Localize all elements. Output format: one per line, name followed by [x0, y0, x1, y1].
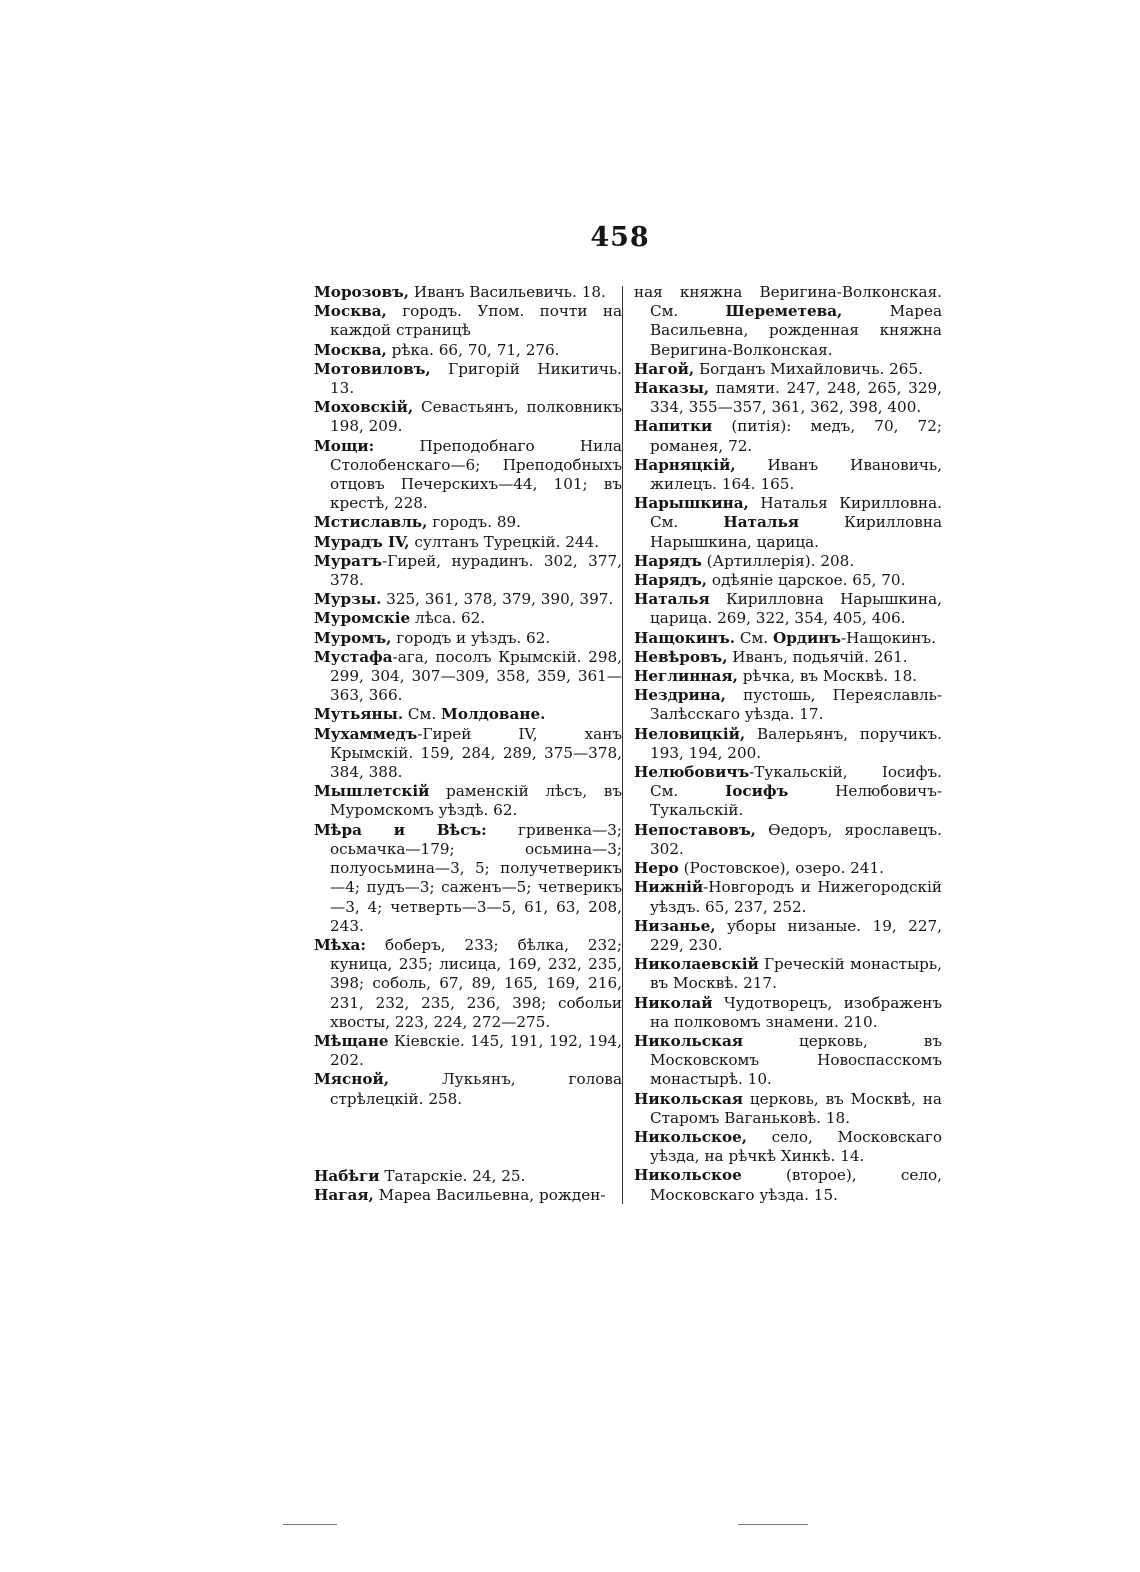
entry-headword: Мстиславль,: [314, 513, 428, 532]
index-entry: [634, 763, 942, 821]
entry-headword: Мурзы.: [314, 590, 382, 609]
entry-headword: Нарядъ: [634, 551, 702, 570]
index-column-left: [314, 283, 622, 1205]
entry-crossref: Шереметева,: [725, 302, 843, 321]
index-entry: [314, 552, 622, 590]
entry-headword: Мурадъ IV,: [314, 532, 410, 551]
index-entry: [314, 283, 622, 302]
entry-text: (Ростовское), озеро. 241.: [678, 859, 884, 878]
index-entry: [634, 456, 942, 494]
entry-headword: Мѣха:: [314, 935, 366, 954]
entry-text: 325, 361, 378, 379, 390, 397.: [381, 590, 614, 609]
entry-text: Наталья Кирилловна. См.: [650, 494, 942, 532]
entry-headword: Мѣщане: [314, 1031, 389, 1050]
index-entry: [634, 821, 942, 859]
column-divider: [622, 286, 623, 1204]
index-entry: [314, 341, 622, 360]
entry-text: Нелюбовичъ-Тукальскій.: [650, 782, 942, 820]
index-entry: [634, 648, 942, 667]
index-entry: [314, 1032, 622, 1070]
entry-text: раменскій лѣсъ, въ Муромскомъ уѣздѣ. 62.: [330, 782, 622, 820]
index-entry: [634, 417, 942, 455]
entry-headword: Москва,: [314, 302, 387, 321]
index-entry: [314, 725, 622, 783]
entry-headword: Напитки: [634, 417, 713, 436]
entry-headword: Непоставовъ,: [634, 820, 756, 839]
entry-text: одѣяніе царское. 65, 70.: [707, 571, 906, 590]
entry-text: Валерьянъ, поручикъ. 193, 194, 200.: [650, 724, 942, 762]
entry-text: (Артиллерія). 208.: [701, 551, 855, 570]
index-entry: [314, 1167, 622, 1186]
footer-rule: [283, 1524, 337, 1525]
entry-headword: Никольское,: [634, 1127, 748, 1146]
index-entry: [314, 609, 622, 628]
entry-headword: Мухаммедъ: [314, 724, 418, 743]
index-entry: [634, 590, 942, 628]
entry-headword: Мустафа: [314, 647, 393, 666]
index-entry: [314, 360, 622, 398]
index-entry: [314, 936, 622, 1032]
entry-text: церковь, въ Москвѣ, на Старомъ Ваганьковѣ. 18.: [650, 1089, 942, 1127]
index-entry: [314, 398, 622, 436]
entry-text: Мареа Васильевна, рожден-: [373, 1185, 606, 1204]
index-entry: [314, 1186, 622, 1205]
entry-headword: Москва,: [314, 340, 387, 359]
entry-text: См.: [403, 705, 442, 724]
entry-text: султанъ Турецкій. 244.: [409, 532, 600, 551]
entry-text: -Гирей, нурадинъ. 302, 377, 378.: [330, 551, 622, 590]
index-entry: [634, 552, 942, 571]
entry-headword: Мощи:: [314, 436, 375, 455]
entry-text: гривенка—3; осьмачка—179; осьмина—3; полуосьмина—3, 5; получетверикъ—4; пудъ—3; саженъ—5; четверикъ—3, 4; четверть—3—5, 61, 63, 208, 243.: [330, 820, 622, 935]
index-entry: [314, 533, 622, 552]
entry-headword: Никольская: [634, 1031, 744, 1050]
entry-text: -Нащокинъ.: [840, 628, 936, 647]
index-entry: [314, 590, 622, 609]
entry-text: лѣса. 62.: [410, 609, 486, 628]
index-entry: [314, 821, 622, 936]
entry-text: рѣчка, въ Москвѣ. 18.: [737, 667, 918, 686]
index-entry: [314, 648, 622, 706]
entry-text: церковь, въ Московскомъ Новоспасскомъ монастырѣ. 10.: [650, 1031, 942, 1089]
page-number: 458: [590, 222, 650, 253]
entry-headword: Наказы,: [634, 379, 710, 398]
entry-text: рѣка. 66, 70, 71, 276.: [386, 340, 560, 359]
entry-headword: Нижній: [634, 878, 704, 897]
index-entry: [634, 1090, 942, 1128]
index-entry: [634, 360, 942, 379]
entry-headword: Набѣги: [314, 1166, 380, 1185]
entry-headword: Муратъ: [314, 551, 383, 570]
entry-text: -Тукальскій, Іосифъ. См.: [650, 763, 942, 801]
entry-headword: Моховскій,: [314, 398, 414, 417]
entry-text: Кирилловна Нарышкина, царица.: [650, 513, 942, 551]
index-entry: [634, 686, 942, 724]
index-entry: [634, 667, 942, 686]
entry-text: памяти. 247, 248, 265, 329, 334, 355—357, 361, 362, 398, 400.: [650, 379, 942, 417]
entry-text: городъ. Упом. почти на каждой страницѣ: [330, 302, 622, 340]
entry-text: Преподобнаго Нила Столобенскаго—6; Преподобныхъ отцовъ Печерскихъ—44, 101; въ крестѣ, 228.: [330, 436, 622, 513]
index-entry: [634, 917, 942, 955]
entry-headword: Нарняцкій,: [634, 455, 736, 474]
entry-headword: Нащокинъ.: [634, 628, 736, 647]
footer-rule: [738, 1524, 808, 1525]
index-column-right: [634, 283, 942, 1205]
index-entry: [634, 994, 942, 1032]
entry-text: Чудотворецъ, изображенъ на полковомъ знамени. 210.: [650, 993, 942, 1031]
entry-text: -ага, посолъ Крымскій. 298, 299, 304, 307—309, 358, 359, 361—363, 366.: [330, 647, 622, 705]
entry-text: Иванъ, подьячій. 261.: [727, 647, 908, 666]
entry-headword: Невѣровъ,: [634, 647, 728, 666]
entry-text: Григорій Никитичь. 13.: [330, 359, 622, 398]
entry-headword: Николай: [634, 993, 713, 1012]
entry-crossref: Ординъ: [772, 628, 841, 647]
entry-text: Севастьянъ, полковникъ 198, 209.: [330, 398, 622, 436]
index-entry: [634, 1166, 942, 1204]
entry-text: Иванъ Ивановичь, жилецъ. 164. 165.: [650, 455, 942, 494]
entry-text: (второе), село, Московскаго уѣзда. 15.: [650, 1166, 942, 1204]
index-entry: [634, 571, 942, 590]
entry-text: Татарскіе. 24, 25.: [379, 1166, 526, 1185]
entry-text: Кіевскіе. 145, 191, 192, 194, 202.: [330, 1031, 622, 1070]
index-entry: [314, 1070, 622, 1108]
index-entry: [634, 859, 942, 878]
entry-headword: Мѣра и Вѣсъ:: [314, 820, 487, 839]
index-entry: [314, 705, 622, 724]
index-entry: [634, 379, 942, 417]
index-entry: [634, 725, 942, 763]
entry-text: Лукьянъ, голова стрѣлецкій. 258.: [330, 1070, 622, 1108]
entry-headword: Низанье,: [634, 916, 716, 935]
entry-text: Өедоръ, ярославецъ. 302.: [650, 820, 942, 858]
entry-text: Греческій монастырь, въ Москвѣ. 217.: [650, 955, 942, 993]
entry-text: городъ. 89.: [427, 513, 522, 532]
entry-headword: Никольское: [634, 1166, 742, 1185]
index-entry: [634, 878, 942, 916]
entry-text: городъ и уѣздъ. 62.: [391, 628, 551, 647]
entry-text: боберъ, 233; бѣлка, 232; куница, 235; лисица, 169, 232, 235, 398; соболь, 67, 89, 165, 169, 216, 231, 232, 235, 236, 398; собольи хвосты, 223, 224, 272—275.: [330, 935, 622, 1031]
entry-headword: Нелюбовичъ: [634, 763, 750, 782]
index-entry: [634, 629, 942, 648]
entry-text: Мареа Васильевна, рожденная княжна Веригина-Волконская.: [650, 302, 942, 359]
entry-crossref: Наталья: [723, 513, 800, 532]
index-entry: [314, 782, 622, 820]
entry-text: Иванъ Васильевичь. 18.: [409, 283, 606, 301]
entry-text: ная княжна Веригина-Волконская. См.: [634, 283, 942, 321]
entry-crossref: Молдоване.: [441, 705, 546, 724]
index-entry: [634, 1128, 942, 1166]
entry-headword: Мутьяны.: [314, 705, 404, 724]
entry-crossref: Іосифъ: [725, 782, 789, 801]
entry-headword: Мышлетскій: [314, 782, 430, 801]
index-entry: [634, 1032, 942, 1090]
index-entry: [634, 955, 942, 993]
entry-headword: Нагой,: [634, 359, 695, 378]
entry-headword: Нарышкина,: [634, 494, 749, 513]
entry-headword: Нагая,: [314, 1185, 374, 1204]
entry-headword: Неглинная,: [634, 667, 738, 686]
entry-headword: Муромъ,: [314, 628, 392, 647]
entry-headword: Мотовиловъ,: [314, 359, 431, 378]
entry-headword: Муромскіе: [314, 609, 411, 628]
entry-headword: Морозовъ,: [314, 283, 410, 301]
entry-text: село, Московскаго уѣзда, на рѣчкѣ Хинкѣ. 14.: [650, 1127, 942, 1166]
index-entry: [314, 629, 622, 648]
entry-text: См.: [735, 628, 773, 647]
index-entry: [314, 513, 622, 532]
index-entry: [634, 494, 942, 552]
entry-headword: Наталья: [634, 590, 710, 609]
entry-text: пустошь, Переяславль-Залѣсскаго уѣзда. 17.: [650, 686, 942, 724]
entry-headword: Николаевскій: [634, 955, 759, 974]
entry-headword: Неро: [634, 859, 679, 878]
entry-headword: Мясной,: [314, 1070, 390, 1089]
entry-headword: Неловицкій,: [634, 724, 746, 743]
entry-text: Кирилловна Нарышкина, царица. 269, 322, 354, 405, 406.: [650, 590, 942, 628]
entry-headword: Нездрина,: [634, 686, 726, 705]
entry-text: (питія): медъ, 70, 72; романея, 72.: [650, 417, 942, 455]
index-entry: [314, 302, 622, 340]
entry-text: -Гирей IV, ханъ Крымскій. 159, 284, 289, 375—378, 384, 388.: [330, 724, 622, 782]
index-entry: [314, 437, 622, 514]
entry-headword: Никольская: [634, 1089, 744, 1108]
section-gap: [314, 1109, 622, 1167]
entry-text: уборы низаные. 19, 227, 229, 230.: [650, 916, 942, 954]
entry-text: Богданъ Михайловичь. 265.: [694, 359, 923, 378]
entry-text: -Новгородъ и Нижегородскій уѣздъ. 65, 237, 252.: [650, 878, 942, 916]
entry-headword: Нарядъ,: [634, 571, 708, 590]
index-entry: [634, 283, 942, 360]
